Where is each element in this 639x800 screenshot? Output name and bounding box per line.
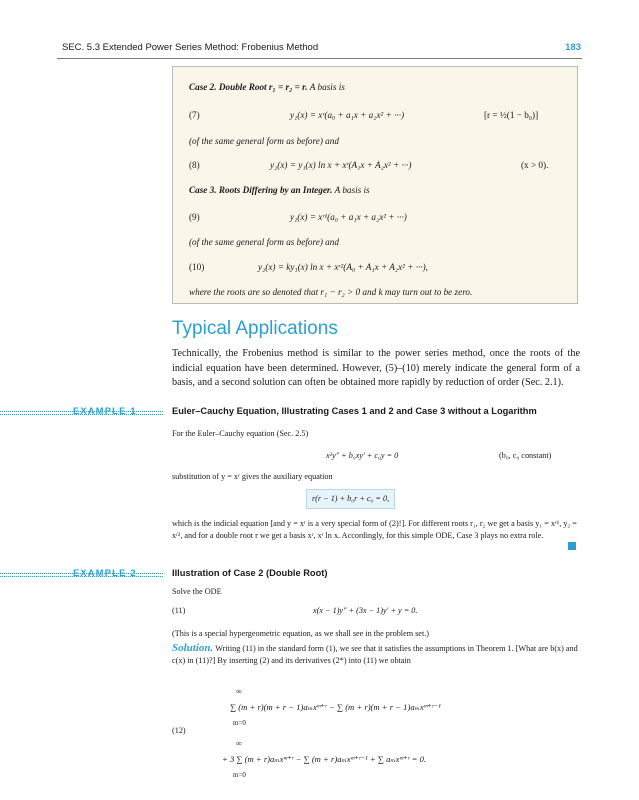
eq10: y₂(x) = ky₁(x) ln x + xʳ²(A₀ + A₁x + A₂x² + ···), <box>258 262 428 272</box>
box-note-1: (of the same general form as before) and <box>189 136 339 146</box>
eq12-number: (12) <box>172 726 186 735</box>
solution-text: Writing (11) in the standard form (1), we see that it satisfies the assumptions in Theorem 1. [What are b(x) and c(x) in (11)?] By inserting (2) and its derivatives (2*) into (11) we obtain <box>172 644 578 665</box>
running-header <box>57 42 581 56</box>
eq12-line1: ∑ (m + r)(m + r − 1)aₘxᵐ⁺ʳ − ∑ (m + r)(m + r − 1)aₘxᵐ⁺ʳ⁻¹ <box>230 702 441 712</box>
end-of-example-mark <box>568 542 576 550</box>
page-number: 183 <box>565 42 581 53</box>
case2-heading: Case 2. Double Root r₁ = r₂ = r. A basis is <box>189 82 345 92</box>
section-title: SEC. 5.3 Extended Power Series Method: Frobenius Method <box>62 42 319 53</box>
case3-heading: Case 3. Roots Differing by an Integer. A basis is <box>189 185 370 195</box>
example1-paragraph: which is the indicial equation [and y = xʳ is a very special form of (2)!]. For different roots r₁, r₂ we get a basis y₁ = xʳ¹, y₂ = xʳ², and for a double root r we get a basis xʳ, xʳ ln x. Accordingly, for this simple ODE, Case 3 plays no extra role. <box>172 519 577 540</box>
eq8: y₂(x) = y₁(x) ln x + xʳ(A₁x + A₂x² + ···) <box>270 160 412 170</box>
sum-upper-1: ∞ <box>236 687 242 696</box>
eq11-number: (11) <box>172 606 186 615</box>
eq7-condition: [r = ½(1 − b₀)] <box>484 110 539 120</box>
eq12-line2: + 3 ∑ (m + r)aₘxᵐ⁺ʳ − ∑ (m + r)aₘxᵐ⁺ʳ⁻¹ + ∑ aₘxᵐ⁺ʳ = 0. <box>222 754 427 764</box>
auxiliary-equation: r(r − 1) + b₀r + c₀ = 0, <box>306 489 395 509</box>
example2-line1: Solve the ODE <box>172 587 222 596</box>
euler-cauchy-condition: (b₀, c₀ constant) <box>499 451 552 460</box>
intro-paragraph: Technically, the Frobenius method is similar to the power series method, once the roots of the indicial equation have been determined. However, (5)–(10) merely indicate the general form of a basis, and a second solution can often be obtained more rapidly by reduction of order (Sec. 2.1). <box>172 348 580 388</box>
eq9: y₁(x) = xʳ¹(a₀ + a₁x + a₂x² + ···) <box>290 212 407 222</box>
box-closing: where the roots are so denoted that r₁ − r₂ > 0 and k may turn out to be zero. <box>189 287 473 297</box>
example1-label: EXAMPLE 1 <box>73 406 137 416</box>
example1-line1: For the Euler–Cauchy equation (Sec. 2.5) <box>172 429 309 438</box>
eq11: x(x − 1)y″ + (3x − 1)y′ + y = 0. <box>313 606 418 615</box>
box-note-2: (of the same general form as before) and <box>189 237 339 247</box>
eq8-condition: (x > 0). <box>521 160 549 170</box>
eq10-number: (10) <box>189 262 205 272</box>
solution-label: Solution. <box>172 642 214 654</box>
example2-label: EXAMPLE 2 <box>73 568 137 578</box>
eq8-number: (8) <box>189 160 200 170</box>
section-heading: Typical Applications <box>172 318 338 339</box>
example1-title: Euler–Cauchy Equation, Illustrating Cases 1 and 2 and Case 3 without a Logarithm <box>172 406 537 416</box>
example2-note: (This is a special hypergeometric equation, as we shall see in the problem set.) <box>172 629 429 638</box>
eq7: y₁(x) = xʳ(a₀ + a₁x + a₂x² + ···) <box>290 110 405 120</box>
sum-lower-2: m=0 <box>233 771 246 779</box>
solution-paragraph <box>172 643 580 666</box>
sum-lower-1: m=0 <box>233 719 246 727</box>
eq7-number: (7) <box>189 110 200 120</box>
sum-upper-2: ∞ <box>236 739 242 748</box>
header-rule <box>57 58 582 59</box>
example1-line2: substitution of y = xʳ gives the auxiliary equation <box>172 472 333 481</box>
euler-cauchy-equation: x²y″ + b₀xy′ + c₀y = 0 <box>326 451 399 460</box>
example2-title: Illustration of Case 2 (Double Root) <box>172 568 328 578</box>
eq9-number: (9) <box>189 212 200 222</box>
